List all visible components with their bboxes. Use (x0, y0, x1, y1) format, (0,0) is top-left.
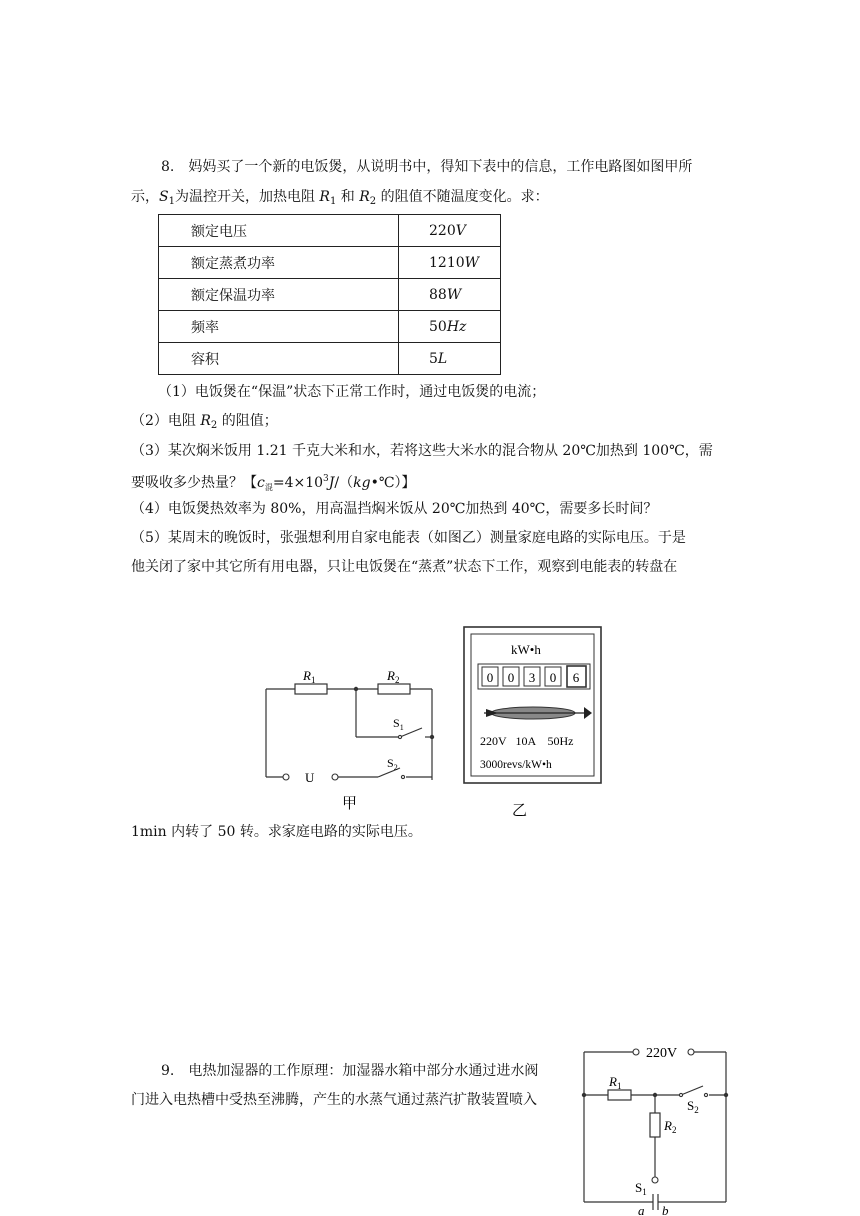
q8-number: 8. (161, 159, 175, 175)
q9-line1 (131, 1061, 538, 1081)
q8-intro2-c: 和 (336, 189, 360, 205)
spec-label: 额定电压 (159, 215, 399, 247)
table-row (159, 247, 501, 279)
spec-value (399, 343, 501, 375)
q8-part3-exp: 3 (323, 474, 329, 484)
q8-intro2-a: 示， (131, 189, 159, 205)
label-b: b (662, 1203, 669, 1216)
label-220v: 220V (646, 1046, 678, 1061)
spec-value-num: 220 (429, 222, 456, 239)
q8-part3-b: =4×10 (272, 475, 324, 491)
q8-intro2-b: 为温控开关，加热电阻 (174, 189, 320, 205)
q9-text1: 电热加湿器的工作原理：加湿器水箱中部分水通过进水阀 (188, 1063, 539, 1079)
meter-digit: 0 (507, 670, 515, 685)
q8-r2-symbol: R (359, 189, 370, 205)
circuit-diagram-jia (250, 655, 450, 820)
q8-intro2-d: 的阻值不随温度变化。求： (376, 189, 549, 205)
q8-part2-a: （2）电阻 (131, 413, 201, 429)
q8-part3-line2 (131, 469, 415, 498)
resistor-r1 (608, 1090, 631, 1100)
q8-s1-sub: 1 (168, 196, 175, 207)
q8-part3-a: 要吸收多少热量？【 (131, 475, 257, 491)
label-r2: $R_2$ (387, 668, 400, 685)
meter-specs: 220V 10A 50Hz (480, 734, 574, 748)
spec-label: 额定蒸煮功率 (159, 247, 399, 279)
q8-part1: （1）电饭煲在“保温”状态下正常工作时，通过电饭煲的电流； (158, 384, 546, 400)
resistor-r1 (295, 684, 327, 694)
meter-unit: kW•h (511, 642, 541, 657)
q8-part3-c: c (257, 475, 265, 491)
spec-value (399, 247, 501, 279)
terminal-left (283, 774, 289, 780)
q8-part5-line2: 他关闭了家中其它所有用电器，只让电饭煲在“蒸煮”状态下工作，观察到电能表的转盘在 (131, 559, 678, 575)
meter-digit: 6 (572, 670, 580, 685)
q8-part3-kg: kg (353, 475, 371, 491)
resistor-r2 (650, 1113, 660, 1137)
label-s1: $S_1$ (393, 716, 404, 732)
label-s2: $S_2$ (687, 1098, 699, 1115)
spec-value-num: 1210 (429, 254, 465, 271)
caption-jia: 甲 (342, 796, 358, 812)
q8-intro-text1: 妈妈买了一个新的电饭煲，从说明书中，得知下表中的信息，工作电路图如图甲所 (188, 159, 693, 175)
q8-part3-line1: （3）某次焖米饭用 1.21 千克大米和水，若将这些大米水的混合物从 20℃加热到 100℃，需 (131, 443, 713, 459)
q8-part5-line1: （5）某周末的晚饭时，张强想利用自家电能表（如图乙）测量家庭电路的实际电压。于是 (131, 530, 686, 546)
q8-part3-end: •℃）】 (370, 475, 416, 491)
q8-r2-sub: 2 (369, 196, 377, 207)
meter-digit: 0 (486, 670, 494, 685)
supply-terminal-right (688, 1049, 694, 1055)
spec-value (399, 311, 501, 343)
label-s2: $S_2$ (387, 756, 398, 772)
q8-part5-line3: 1min 内转了 50 转。求家庭电路的实际电压。 (131, 824, 422, 840)
q8-part3-j: J (328, 475, 335, 491)
label-a: a (638, 1203, 645, 1216)
spec-value (399, 279, 501, 311)
spec-label: 容积 (159, 343, 399, 375)
q9-line2: 门进入电热槽中受热至沸腾，产生的水蒸气通过蒸汽扩散装置喷入 (131, 1092, 537, 1108)
q8-r1-symbol: R (319, 189, 330, 205)
q8-s1-symbol: S (159, 189, 169, 205)
resistor-r2 (378, 684, 410, 694)
q8-intro-line2 (131, 187, 549, 212)
label-r1: $R_1$ (609, 1074, 622, 1091)
spec-table (158, 214, 501, 375)
q9-number: 9. (161, 1063, 175, 1079)
label-u: U (305, 770, 315, 785)
table-row (159, 215, 501, 247)
spec-value-unit: W (464, 254, 480, 271)
q8-intro-line1 (131, 157, 692, 177)
q8-r1-sub: 1 (329, 196, 337, 207)
spec-label: 频率 (159, 311, 399, 343)
meter-revs: 3000revs/kW•h (480, 759, 552, 771)
terminal-right (332, 774, 338, 780)
caption-yi: 乙 (512, 803, 528, 819)
spec-value-num: 5 (429, 350, 438, 367)
spec-value-num: 50 (429, 318, 447, 335)
q8-part2 (131, 411, 278, 436)
q8-part3-slash: /（ (334, 475, 354, 491)
q8-part2-b: 的阻值； (217, 413, 278, 429)
meter-digit: 3 (528, 670, 536, 685)
spec-label: 额定保温功率 (159, 279, 399, 311)
spec-value-unit: V (455, 222, 466, 239)
table-row (159, 311, 501, 343)
supply-terminal-left (633, 1049, 639, 1055)
meter-disc (484, 707, 592, 719)
spec-value (399, 215, 501, 247)
table-row (159, 343, 501, 375)
humidifier-circuit (575, 1040, 740, 1216)
meter-diagram-yi (460, 623, 610, 823)
q8-part2-sub: 2 (210, 420, 218, 431)
spec-value-unit: W (446, 286, 462, 303)
q8-part4: （4）电饭煲热效率为 80%，用高温挡焖米饭从 20℃加热到 40℃，需要多长时间？ (131, 501, 658, 517)
label-r2: $R_2$ (664, 1118, 677, 1135)
spec-value-unit: Hz (446, 318, 467, 335)
label-r1: $R_1$ (303, 668, 316, 685)
q8-part2-r: R (200, 413, 211, 429)
label-s1: $S_1$ (635, 1180, 647, 1197)
spec-value-num: 88 (429, 286, 447, 303)
s1-terminal (652, 1177, 658, 1183)
q8-part3-c-sub: 混 (264, 483, 273, 492)
meter-digit: 0 (549, 670, 557, 685)
spec-value-unit: L (437, 350, 448, 367)
table-row (159, 279, 501, 311)
